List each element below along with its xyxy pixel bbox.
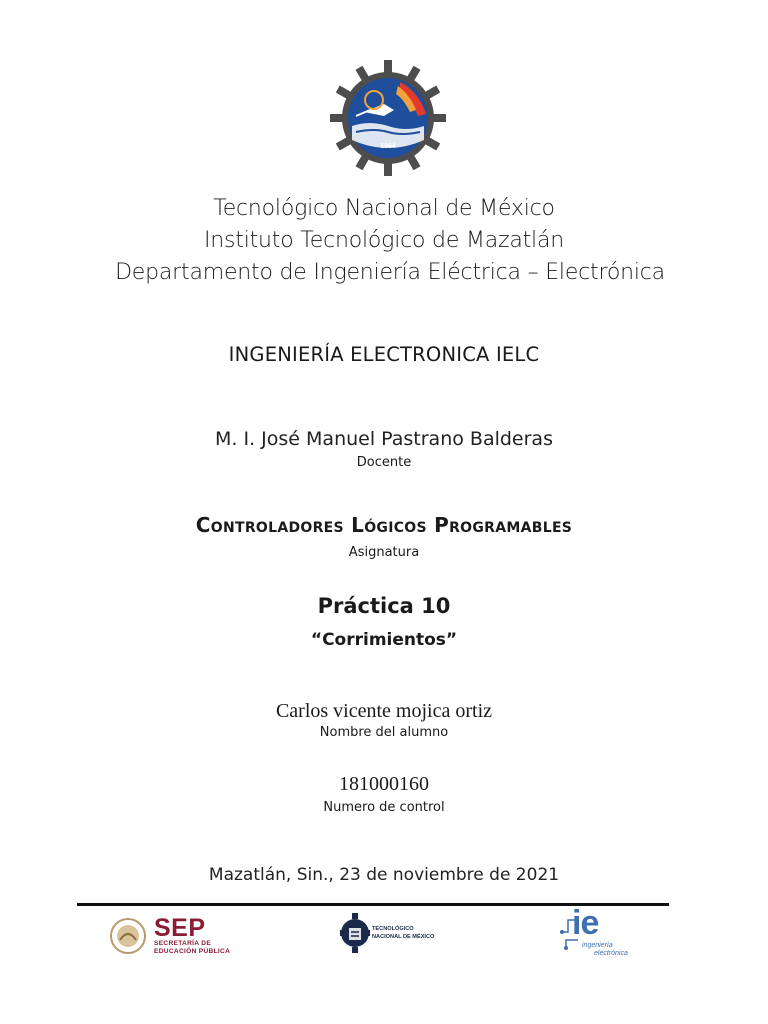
ie-subtitle-2: electrónica (594, 950, 628, 957)
teacher-name: M. I. José Manuel Pastrano Balderas (215, 428, 553, 450)
ie-logo (560, 904, 636, 962)
institute-logo (330, 60, 446, 176)
ie-subtitle-1: ingeniería (582, 942, 613, 949)
mexico-seal-icon (108, 914, 148, 958)
subject-label: Asignatura (348, 545, 420, 560)
ie-title: ie (572, 904, 599, 942)
tecnm-line-1: TECNOLÓGICO (372, 926, 414, 932)
practice-title: “Corrimientos” (310, 630, 458, 650)
tecnm-gear-icon (340, 910, 370, 956)
control-label: Numero de control (323, 800, 445, 815)
place-date: Mazatlán, Sin., 23 de noviembre de 2021 (208, 865, 560, 885)
tecnm-logo (340, 908, 440, 960)
sep-subtitle-1: SECRETARÍA DE (154, 940, 212, 947)
practice-number: Práctica 10 (317, 594, 451, 618)
svg-text:1964: 1964 (380, 143, 396, 150)
student-name: Carlos vicente mojica ortiz (275, 700, 493, 722)
teacher-label: Docente (356, 455, 412, 470)
department-name: Departamento de Ingeniería Eléctrica – Electrónica (115, 260, 665, 285)
control-number: 181000160 (339, 773, 429, 795)
sep-logo (108, 912, 238, 960)
program-name: INGENIERÍA ELECTRONICA IELC (228, 343, 540, 366)
institution-name: Tecnológico Nacional de México (213, 196, 555, 221)
sep-title: SEP (154, 914, 206, 942)
tecnm-line-2: NACIONAL DE MÉXICO (372, 934, 435, 940)
student-label: Nombre del alumno (319, 725, 449, 740)
institute-name: Instituto Tecnológico de Mazatlán (204, 228, 564, 253)
subject-name: Controladores Lógicos Programables (195, 513, 573, 537)
itm-emblem-icon (330, 60, 446, 176)
sep-subtitle-2: EDUCACIÓN PÚBLICA (154, 948, 231, 955)
